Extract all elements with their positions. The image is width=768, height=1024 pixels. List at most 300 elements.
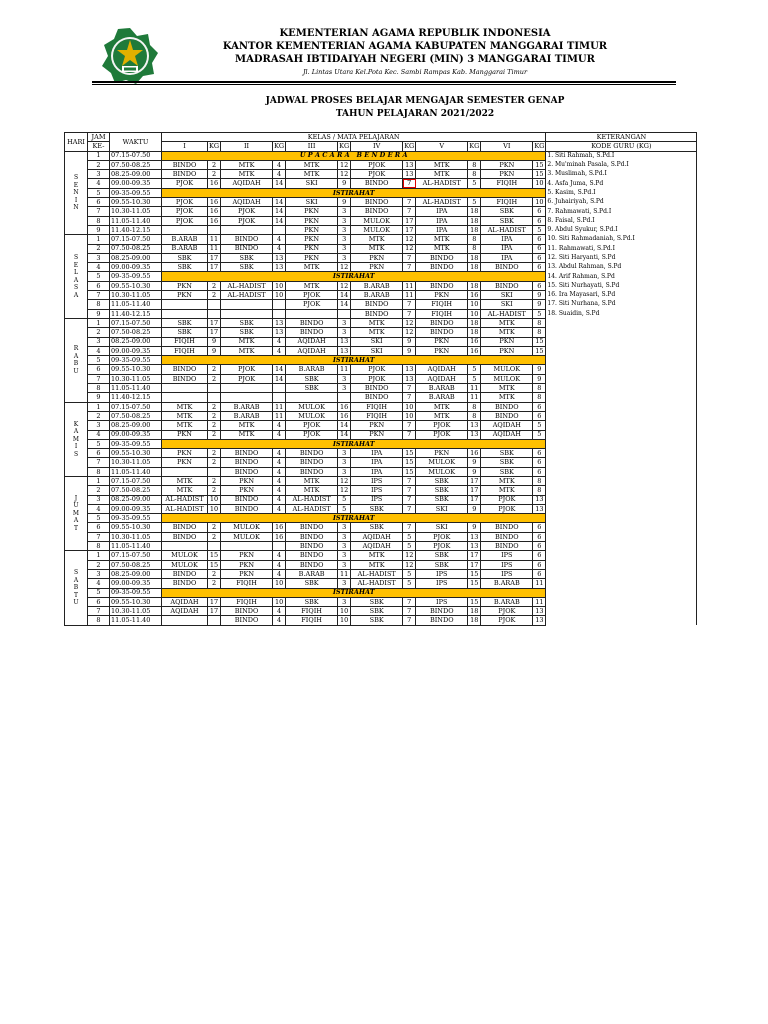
teacher-list-item xyxy=(546,532,697,541)
day-name: S E L A S A xyxy=(65,235,88,319)
subject-cell: PKN xyxy=(162,281,208,290)
subject-cell: SKI xyxy=(286,179,338,188)
subject-cell: PJOK xyxy=(162,207,208,216)
subject-cell: BINDO xyxy=(162,532,208,541)
teacher-code-cell: 3 xyxy=(338,225,351,234)
period-number: 7 xyxy=(88,291,110,300)
period-number: 6 xyxy=(88,449,110,458)
teacher-code-cell: 4 xyxy=(273,160,286,169)
period-time: 09.00-09.35 xyxy=(110,504,162,513)
subject-cell: AL-HADIST xyxy=(481,309,533,318)
subject-cell: B.ARAB xyxy=(481,579,533,588)
subject-cell: MTK xyxy=(416,235,468,244)
teacher-code-cell: 17 xyxy=(208,597,221,606)
schedule-row xyxy=(65,374,697,383)
subject-cell: SKI xyxy=(481,300,533,309)
teacher-code-cell: 5 xyxy=(338,495,351,504)
teacher-code-cell: 15 xyxy=(403,449,416,458)
teacher-code-cell: 13 xyxy=(273,263,286,272)
teacher-code-cell: 9 xyxy=(338,198,351,207)
teacher-code-cell: 14 xyxy=(338,421,351,430)
col-waktu: WAKTU xyxy=(110,133,162,152)
period-number: 1 xyxy=(88,402,110,411)
subject-cell xyxy=(162,300,208,309)
teacher-code-cell: 4 xyxy=(273,560,286,569)
teacher-code-cell: 3 xyxy=(338,560,351,569)
period-number: 2 xyxy=(88,328,110,337)
teacher-code-cell: 16 xyxy=(208,216,221,225)
teacher-code-cell: 10 xyxy=(468,309,481,318)
teacher-list-item: 5. Kasim, S.Pd.I xyxy=(546,188,697,197)
schedule-row xyxy=(65,356,697,365)
subject-cell: SKI xyxy=(481,291,533,300)
subject-cell: BINDO xyxy=(481,523,533,532)
teacher-code-cell: 6 xyxy=(533,281,546,290)
teacher-code-cell: 2 xyxy=(208,411,221,420)
subject-cell: BINDO xyxy=(221,616,273,625)
teacher-code-cell: 6 xyxy=(533,523,546,532)
subject-cell: SBK xyxy=(221,318,273,327)
teacher-code-cell: 17 xyxy=(468,551,481,560)
schedule-row xyxy=(65,188,697,197)
teacher-code-cell: 4 xyxy=(273,616,286,625)
subject-cell: SBK xyxy=(416,486,468,495)
teacher-code-cell: 17 xyxy=(208,253,221,262)
teacher-code-cell: 15 xyxy=(468,597,481,606)
subject-cell: MULOK xyxy=(351,216,403,225)
teacher-code-cell: 11 xyxy=(338,569,351,578)
subject-cell: BINDO xyxy=(221,458,273,467)
teacher-code-cell: 18 xyxy=(468,281,481,290)
teacher-code-cell: 6 xyxy=(533,458,546,467)
schedule-row xyxy=(65,560,697,569)
period-number: 5 xyxy=(88,188,110,197)
period-time: 10.30-11.05 xyxy=(110,374,162,383)
teacher-list-item: 18. Suaidin, S.Pd xyxy=(546,309,697,318)
period-number: 3 xyxy=(88,170,110,179)
teacher-code-cell: 9 xyxy=(403,337,416,346)
teacher-code-cell: 4 xyxy=(273,486,286,495)
teacher-code-cell: 2 xyxy=(208,402,221,411)
teacher-code-cell: 15 xyxy=(468,579,481,588)
teacher-code-cell: 13 xyxy=(403,365,416,374)
schedule-row xyxy=(65,346,697,355)
schedule-row xyxy=(65,225,697,234)
schedule-row xyxy=(65,216,697,225)
schedule-row xyxy=(65,300,697,309)
subject-cell: PJOK xyxy=(481,504,533,513)
period-time: 09.55-10.30 xyxy=(110,198,162,207)
day-name: S E N I N xyxy=(65,151,88,235)
teacher-code-cell: 17 xyxy=(468,476,481,485)
istirahat-band: ISTIRAHAT xyxy=(162,588,546,597)
teacher-list-item xyxy=(546,560,697,569)
subject-cell: AL-HADIST xyxy=(162,504,208,513)
subject-cell: IPS xyxy=(416,569,468,578)
subject-cell: MTK xyxy=(351,551,403,560)
subject-cell: MTK xyxy=(162,486,208,495)
teacher-code-cell: 3 xyxy=(338,579,351,588)
subject-cell: BINDO xyxy=(286,560,338,569)
period-time: 07.15-07.50 xyxy=(110,318,162,327)
period-time: 10.30-11.05 xyxy=(110,291,162,300)
period-number: 7 xyxy=(88,374,110,383)
period-number: 8 xyxy=(88,384,110,393)
teacher-list-item: 2. Mu'minah Pasala, S.Pd.I xyxy=(546,160,697,169)
teacher-list-item xyxy=(546,411,697,420)
teacher-code-cell: 2 xyxy=(208,374,221,383)
subject-cell: B.ARAB xyxy=(481,597,533,606)
subject-cell: AQIDAH xyxy=(416,365,468,374)
period-number: 2 xyxy=(88,560,110,569)
period-number: 7 xyxy=(88,458,110,467)
subject-cell: BINDO xyxy=(286,551,338,560)
period-number: 5 xyxy=(88,439,110,448)
subject-cell: PJOK xyxy=(162,198,208,207)
teacher-code-cell: 11 xyxy=(338,365,351,374)
col-class-1: I xyxy=(162,142,208,151)
teacher-code-cell: 12 xyxy=(403,244,416,253)
subject-cell: AQIDAH xyxy=(351,542,403,551)
teacher-code-cell: 12 xyxy=(403,560,416,569)
subject-cell: AQIDAH xyxy=(416,374,468,383)
subject-cell: BINDO xyxy=(221,495,273,504)
teacher-code-cell: 14 xyxy=(338,291,351,300)
teacher-list-item xyxy=(546,430,697,439)
subject-cell: PKN xyxy=(162,291,208,300)
teacher-code-cell: 13 xyxy=(338,337,351,346)
subject-cell: MTK xyxy=(286,170,338,179)
subject-cell: FIQIH xyxy=(481,198,533,207)
col-class-3: III xyxy=(286,142,338,151)
header-school: MADRASAH IBTIDAIYAH NEGERI (MIN) 3 MANGGARAI TIMUR xyxy=(235,54,595,65)
teacher-list-item xyxy=(546,356,697,365)
subject-cell: BINDO xyxy=(351,393,403,402)
teacher-code-cell: 10 xyxy=(273,579,286,588)
schedule-row xyxy=(65,588,697,597)
teacher-code-cell: 9 xyxy=(338,179,351,188)
period-time: 10.30-11.05 xyxy=(110,532,162,541)
subject-cell: BINDO xyxy=(162,523,208,532)
teacher-code-cell: 14 xyxy=(273,198,286,207)
subject-cell xyxy=(162,225,208,234)
teacher-code-cell: 15 xyxy=(208,560,221,569)
subject-cell: PKN xyxy=(221,551,273,560)
teacher-list-item xyxy=(546,346,697,355)
subject-cell: MTK xyxy=(416,160,468,169)
teacher-list-item xyxy=(546,393,697,402)
teacher-code-cell xyxy=(208,542,221,551)
upacara-band: U P A C A R A B E N D E R A xyxy=(162,151,546,160)
teacher-code-cell xyxy=(208,309,221,318)
subject-cell: IPS xyxy=(481,551,533,560)
teacher-code-cell: 13 xyxy=(468,542,481,551)
subject-cell: BINDO xyxy=(221,449,273,458)
teacher-code-cell xyxy=(208,616,221,625)
subject-cell: AQIDAH xyxy=(481,421,533,430)
col-kg: KG xyxy=(274,142,285,151)
subject-cell: BINDO xyxy=(416,318,468,327)
teacher-code-cell: 9 xyxy=(208,346,221,355)
teacher-code-cell: 5 xyxy=(533,421,546,430)
teacher-code-cell: 8 xyxy=(468,411,481,420)
period-number: 6 xyxy=(88,198,110,207)
teacher-code-cell: 4 xyxy=(273,569,286,578)
teacher-code-cell: 5 xyxy=(468,198,481,207)
subject-cell: FIQIH xyxy=(416,300,468,309)
subject-cell: PJOK xyxy=(162,216,208,225)
subject-cell: FIQIH xyxy=(162,346,208,355)
schedule-row xyxy=(65,365,697,374)
period-time: 11.05-11.40 xyxy=(110,300,162,309)
subject-cell: SBK xyxy=(416,476,468,485)
teacher-list-item xyxy=(546,384,697,393)
subject-cell: PJOK xyxy=(481,616,533,625)
subject-cell: IPA xyxy=(481,253,533,262)
subject-cell: IPA xyxy=(416,216,468,225)
teacher-code-cell: 4 xyxy=(273,551,286,560)
kemenag-logo xyxy=(100,26,160,86)
teacher-code-cell: 6 xyxy=(533,207,546,216)
subject-cell: AQIDAH xyxy=(221,179,273,188)
subject-cell: MULOK xyxy=(286,402,338,411)
schedule-row xyxy=(65,421,697,430)
teacher-code-cell: 3 xyxy=(338,328,351,337)
schedule-row xyxy=(65,495,697,504)
teacher-code-cell: 4 xyxy=(273,607,286,616)
teacher-list-item: 1. Siti Rahmah, S.Pd.I xyxy=(546,151,697,160)
subject-cell: SBK xyxy=(286,597,338,606)
subject-cell: SBK xyxy=(416,495,468,504)
teacher-code-cell: 16 xyxy=(208,198,221,207)
subject-cell: BINDO xyxy=(162,569,208,578)
subject-cell: BINDO xyxy=(481,281,533,290)
teacher-code-cell: 12 xyxy=(338,476,351,485)
teacher-code-cell: 11 xyxy=(403,281,416,290)
teacher-code-cell: 13 xyxy=(403,170,416,179)
subject-cell: IPA xyxy=(416,207,468,216)
teacher-code-cell: 14 xyxy=(273,365,286,374)
subject-cell: IPA xyxy=(481,244,533,253)
teacher-code-cell: 5 xyxy=(533,309,546,318)
subject-cell xyxy=(162,542,208,551)
teacher-code-cell: 8 xyxy=(533,476,546,485)
period-time: 11.05-11.40 xyxy=(110,616,162,625)
teacher-code-cell: 7 xyxy=(403,495,416,504)
teacher-code-cell: 16 xyxy=(208,179,221,188)
subject-cell: PJOK xyxy=(351,160,403,169)
subject-cell: MTK xyxy=(286,263,338,272)
period-time: 07.15-07.50 xyxy=(110,476,162,485)
subject-cell: MULOK xyxy=(416,458,468,467)
subject-cell: AQIDAH xyxy=(351,532,403,541)
subject-cell: AL-HADIST xyxy=(481,225,533,234)
subject-cell: MTK xyxy=(416,244,468,253)
subject-cell: PJOK xyxy=(351,170,403,179)
period-time: 09.00-09.35 xyxy=(110,346,162,355)
teacher-code-cell xyxy=(208,467,221,476)
period-number: 8 xyxy=(88,300,110,309)
subject-cell: BINDO xyxy=(162,160,208,169)
header-divider-thin xyxy=(92,84,676,85)
teacher-list-item: 17. Siti Nurhana, S.Pd xyxy=(546,300,697,309)
subject-cell xyxy=(221,542,273,551)
subject-cell: MTK xyxy=(351,235,403,244)
subject-cell: SBK xyxy=(351,523,403,532)
teacher-code-cell: 10 xyxy=(273,597,286,606)
subject-cell: MULOK xyxy=(416,467,468,476)
teacher-code-cell: 15 xyxy=(533,346,546,355)
subject-cell: MTK xyxy=(286,476,338,485)
subject-cell: PKN xyxy=(286,235,338,244)
teacher-code-cell: 2 xyxy=(208,281,221,290)
teacher-code-cell: 6 xyxy=(533,253,546,262)
subject-cell: AL-HADIST xyxy=(221,291,273,300)
teacher-code-cell: 2 xyxy=(208,421,221,430)
subject-cell: PJOK xyxy=(416,542,468,551)
teacher-code-cell: 2 xyxy=(208,449,221,458)
subject-cell: MULOK xyxy=(221,532,273,541)
teacher-code-cell: 3 xyxy=(338,207,351,216)
period-number: 5 xyxy=(88,272,110,281)
subject-cell: PKN xyxy=(286,225,338,234)
period-number: 5 xyxy=(88,588,110,597)
schedule-row xyxy=(65,486,697,495)
subject-cell: BINDO xyxy=(351,179,403,188)
teacher-code-cell: 13 xyxy=(468,421,481,430)
period-number: 8 xyxy=(88,216,110,225)
day-name: K A M I S xyxy=(65,402,88,476)
subject-cell: BINDO xyxy=(162,579,208,588)
teacher-code-cell: 5 xyxy=(403,532,416,541)
schedule-row xyxy=(65,244,697,253)
teacher-code-cell: 6 xyxy=(533,532,546,541)
subject-cell: MTK xyxy=(481,318,533,327)
teacher-code-cell: 7 xyxy=(403,523,416,532)
teacher-code-cell xyxy=(208,225,221,234)
period-time: 09.55-10.30 xyxy=(110,597,162,606)
period-number: 4 xyxy=(88,179,110,188)
schedule-row xyxy=(65,569,697,578)
teacher-list-item xyxy=(546,514,697,523)
teacher-code-cell: 10 xyxy=(273,291,286,300)
period-time: 07.50-08.25 xyxy=(110,411,162,420)
teacher-code-cell: 10 xyxy=(208,504,221,513)
teacher-code-cell: 3 xyxy=(338,551,351,560)
teacher-code-cell: 10 xyxy=(338,607,351,616)
teacher-list-item: 13. Abdul Rahman, S.Pd xyxy=(546,263,697,272)
subject-cell: PJOK xyxy=(162,179,208,188)
teacher-code-cell: 12 xyxy=(338,281,351,290)
period-time: 09-35-09.55 xyxy=(110,356,162,365)
subject-cell: IPS xyxy=(481,560,533,569)
period-number: 9 xyxy=(88,309,110,318)
teacher-code-cell: 15 xyxy=(533,160,546,169)
teacher-code-cell: 7 xyxy=(403,504,416,513)
schedule-row xyxy=(65,179,697,188)
subject-cell: MTK xyxy=(416,402,468,411)
subject-cell: BINDO xyxy=(162,374,208,383)
teacher-code-cell: 13 xyxy=(533,495,546,504)
schedule-row xyxy=(65,579,697,588)
teacher-code-cell: 13 xyxy=(273,328,286,337)
teacher-code-cell: 11 xyxy=(468,393,481,402)
subject-cell: BINDO xyxy=(221,467,273,476)
teacher-list-item xyxy=(546,616,697,625)
subject-cell xyxy=(221,300,273,309)
col-class-5: V xyxy=(416,142,468,151)
teacher-code-cell: 12 xyxy=(403,235,416,244)
subject-cell: PJOK xyxy=(286,291,338,300)
subject-cell: B.ARAB xyxy=(162,244,208,253)
col-class-4: IV xyxy=(351,142,403,151)
subject-cell: PKN xyxy=(221,560,273,569)
period-number: 9 xyxy=(88,393,110,402)
period-number: 1 xyxy=(88,235,110,244)
period-time: 08.25-09.00 xyxy=(110,337,162,346)
subject-cell: SBK xyxy=(481,207,533,216)
subject-cell: SBK xyxy=(162,253,208,262)
period-time: 09-35-09.55 xyxy=(110,588,162,597)
subject-cell: AL-HADIST xyxy=(286,504,338,513)
col-kg: KG xyxy=(339,142,350,151)
subject-cell: MTK xyxy=(221,346,273,355)
subject-cell: BINDO xyxy=(416,281,468,290)
teacher-code-cell: 13 xyxy=(533,607,546,616)
teacher-list-item xyxy=(546,328,697,337)
teacher-code-cell: 4 xyxy=(273,495,286,504)
schedule-row xyxy=(65,597,697,606)
subject-cell: SBK xyxy=(162,318,208,327)
subject-cell: PKN xyxy=(286,244,338,253)
teacher-code-cell: 12 xyxy=(403,328,416,337)
teacher-code-cell: 7 xyxy=(403,179,416,188)
subject-cell: BINDO xyxy=(351,207,403,216)
subject-cell: SBK xyxy=(286,374,338,383)
subject-cell: SBK xyxy=(286,579,338,588)
teacher-code-cell: 5 xyxy=(403,579,416,588)
teacher-code-cell: 16 xyxy=(338,402,351,411)
subject-cell: FIQIH xyxy=(416,309,468,318)
teacher-code-cell: 17 xyxy=(468,486,481,495)
subject-cell: MTK xyxy=(221,160,273,169)
teacher-code-cell: 7 xyxy=(403,430,416,439)
teacher-code-cell: 8 xyxy=(468,160,481,169)
subject-cell: IPA xyxy=(481,235,533,244)
teacher-code-cell: 4 xyxy=(273,504,286,513)
teacher-code-cell: 3 xyxy=(338,523,351,532)
period-time: 09-35-09.55 xyxy=(110,188,162,197)
teacher-code-cell: 6 xyxy=(533,411,546,420)
teacher-list-item: 8. Faisal, S.Pd.I xyxy=(546,216,697,225)
schedule-row xyxy=(65,532,697,541)
subject-cell xyxy=(221,225,273,234)
subject-cell: SKI xyxy=(351,337,403,346)
teacher-code-cell: 5 xyxy=(533,430,546,439)
subject-cell: AL-HADIST xyxy=(416,198,468,207)
teacher-code-cell xyxy=(273,384,286,393)
subject-cell: MTK xyxy=(221,421,273,430)
subject-cell: MTK xyxy=(162,421,208,430)
teacher-code-cell: 11 xyxy=(273,402,286,411)
period-time: 07.50-08.25 xyxy=(110,244,162,253)
teacher-code-cell: 13 xyxy=(533,504,546,513)
teacher-code-cell: 10 xyxy=(403,402,416,411)
period-number: 4 xyxy=(88,504,110,513)
schedule-row xyxy=(65,467,697,476)
col-kg: KG xyxy=(209,142,220,151)
teacher-code-cell: 17 xyxy=(403,225,416,234)
